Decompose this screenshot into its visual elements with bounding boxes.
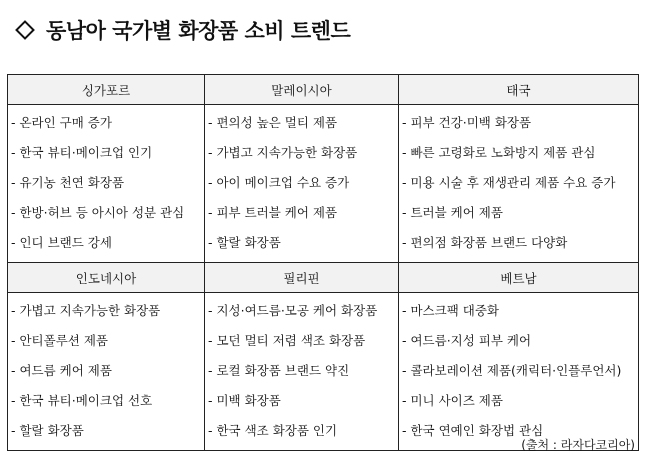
- trend-item: - 편의점 화장품 브랜드 다양화: [402, 235, 568, 250]
- trend-item: - 콜라보레이션 제품(캐릭터·인플루언서): [402, 363, 622, 378]
- items-row-1: [8, 105, 639, 263]
- trend-item: - 트러블 케어 제품: [402, 205, 503, 220]
- country-cell: [205, 105, 399, 263]
- country-header: 태국: [399, 75, 639, 105]
- header-row-1: [8, 75, 639, 105]
- page-title: [12, 12, 350, 48]
- country-cell: [8, 105, 205, 263]
- trend-item: - 미용 시술 후 재생관리 제품 수요 증가: [402, 175, 616, 190]
- trend-item: - 여드름·지성 피부 케어: [402, 333, 532, 348]
- trend-item: - 피부 트러블 케어 제품: [208, 205, 338, 220]
- country-header: 필리핀: [205, 263, 399, 293]
- country-cell: [399, 105, 639, 263]
- trend-item: - 한국 뷰티·메이크업 선호: [11, 393, 153, 408]
- trend-item: - 한국 연예인 화장법 관심: [402, 423, 544, 438]
- items-row-2: [8, 293, 639, 451]
- header-row-2: [8, 263, 639, 293]
- trend-item: - 할랄 화장품: [11, 423, 84, 438]
- country-cell: [205, 293, 399, 451]
- trend-item: - 미니 사이즈 제품: [402, 393, 503, 408]
- country-header: 말레이시아: [205, 75, 399, 105]
- trend-item: - 할랄 화장품: [208, 235, 281, 250]
- country-cell: [399, 293, 639, 451]
- trend-item: - 한국 뷰티·메이크업 인기: [11, 145, 153, 160]
- trend-item: - 마스크팩 대중화: [402, 303, 499, 318]
- trend-item: - 여드름 케어 제품: [11, 363, 112, 378]
- source-note: (출처 : 라자다코리아): [521, 438, 635, 452]
- trend-item: - 가볍고 지속가능한 화장품: [208, 145, 358, 160]
- trend-item: - 아이 메이크업 수요 증가: [208, 175, 350, 190]
- page-title-text: 동남아 국가별 화장품 소비 트렌드: [46, 19, 351, 43]
- trend-item: - 지성·여드름·모공 케어 화장품: [208, 303, 378, 318]
- trend-item: - 유기농 천연 화장품: [11, 175, 125, 190]
- country-header: 인도네시아: [8, 263, 205, 293]
- country-header: 베트남: [399, 263, 639, 293]
- diamond-icon: [15, 20, 35, 40]
- country-header: 싱가포르: [8, 75, 205, 105]
- trend-item: - 피부 건강·미백 화장품: [402, 115, 532, 130]
- trend-item: - 온라인 구매 증가: [11, 115, 112, 130]
- trend-item: - 가볍고 지속가능한 화장품: [11, 303, 161, 318]
- trend-item: - 한방·허브 등 아시아 성분 관심: [11, 205, 185, 220]
- trend-item: - 인디 브랜드 강세: [11, 235, 112, 250]
- trend-item: - 모던 멀티 저렴 색조 화장품: [208, 333, 366, 348]
- country-cell: [8, 293, 205, 451]
- trend-item: - 빠른 고령화로 노화방지 제품 관심: [402, 145, 596, 160]
- trend-item: - 미백 화장품: [208, 393, 281, 408]
- trend-item: - 안티폴루션 제품: [11, 333, 108, 348]
- trend-item: - 로컬 화장품 브랜드 약진: [208, 363, 350, 378]
- trend-table: [7, 74, 639, 451]
- trend-item: - 한국 색조 화장품 인기: [208, 423, 338, 438]
- trend-item: - 편의성 높은 멀티 제품: [208, 115, 338, 130]
